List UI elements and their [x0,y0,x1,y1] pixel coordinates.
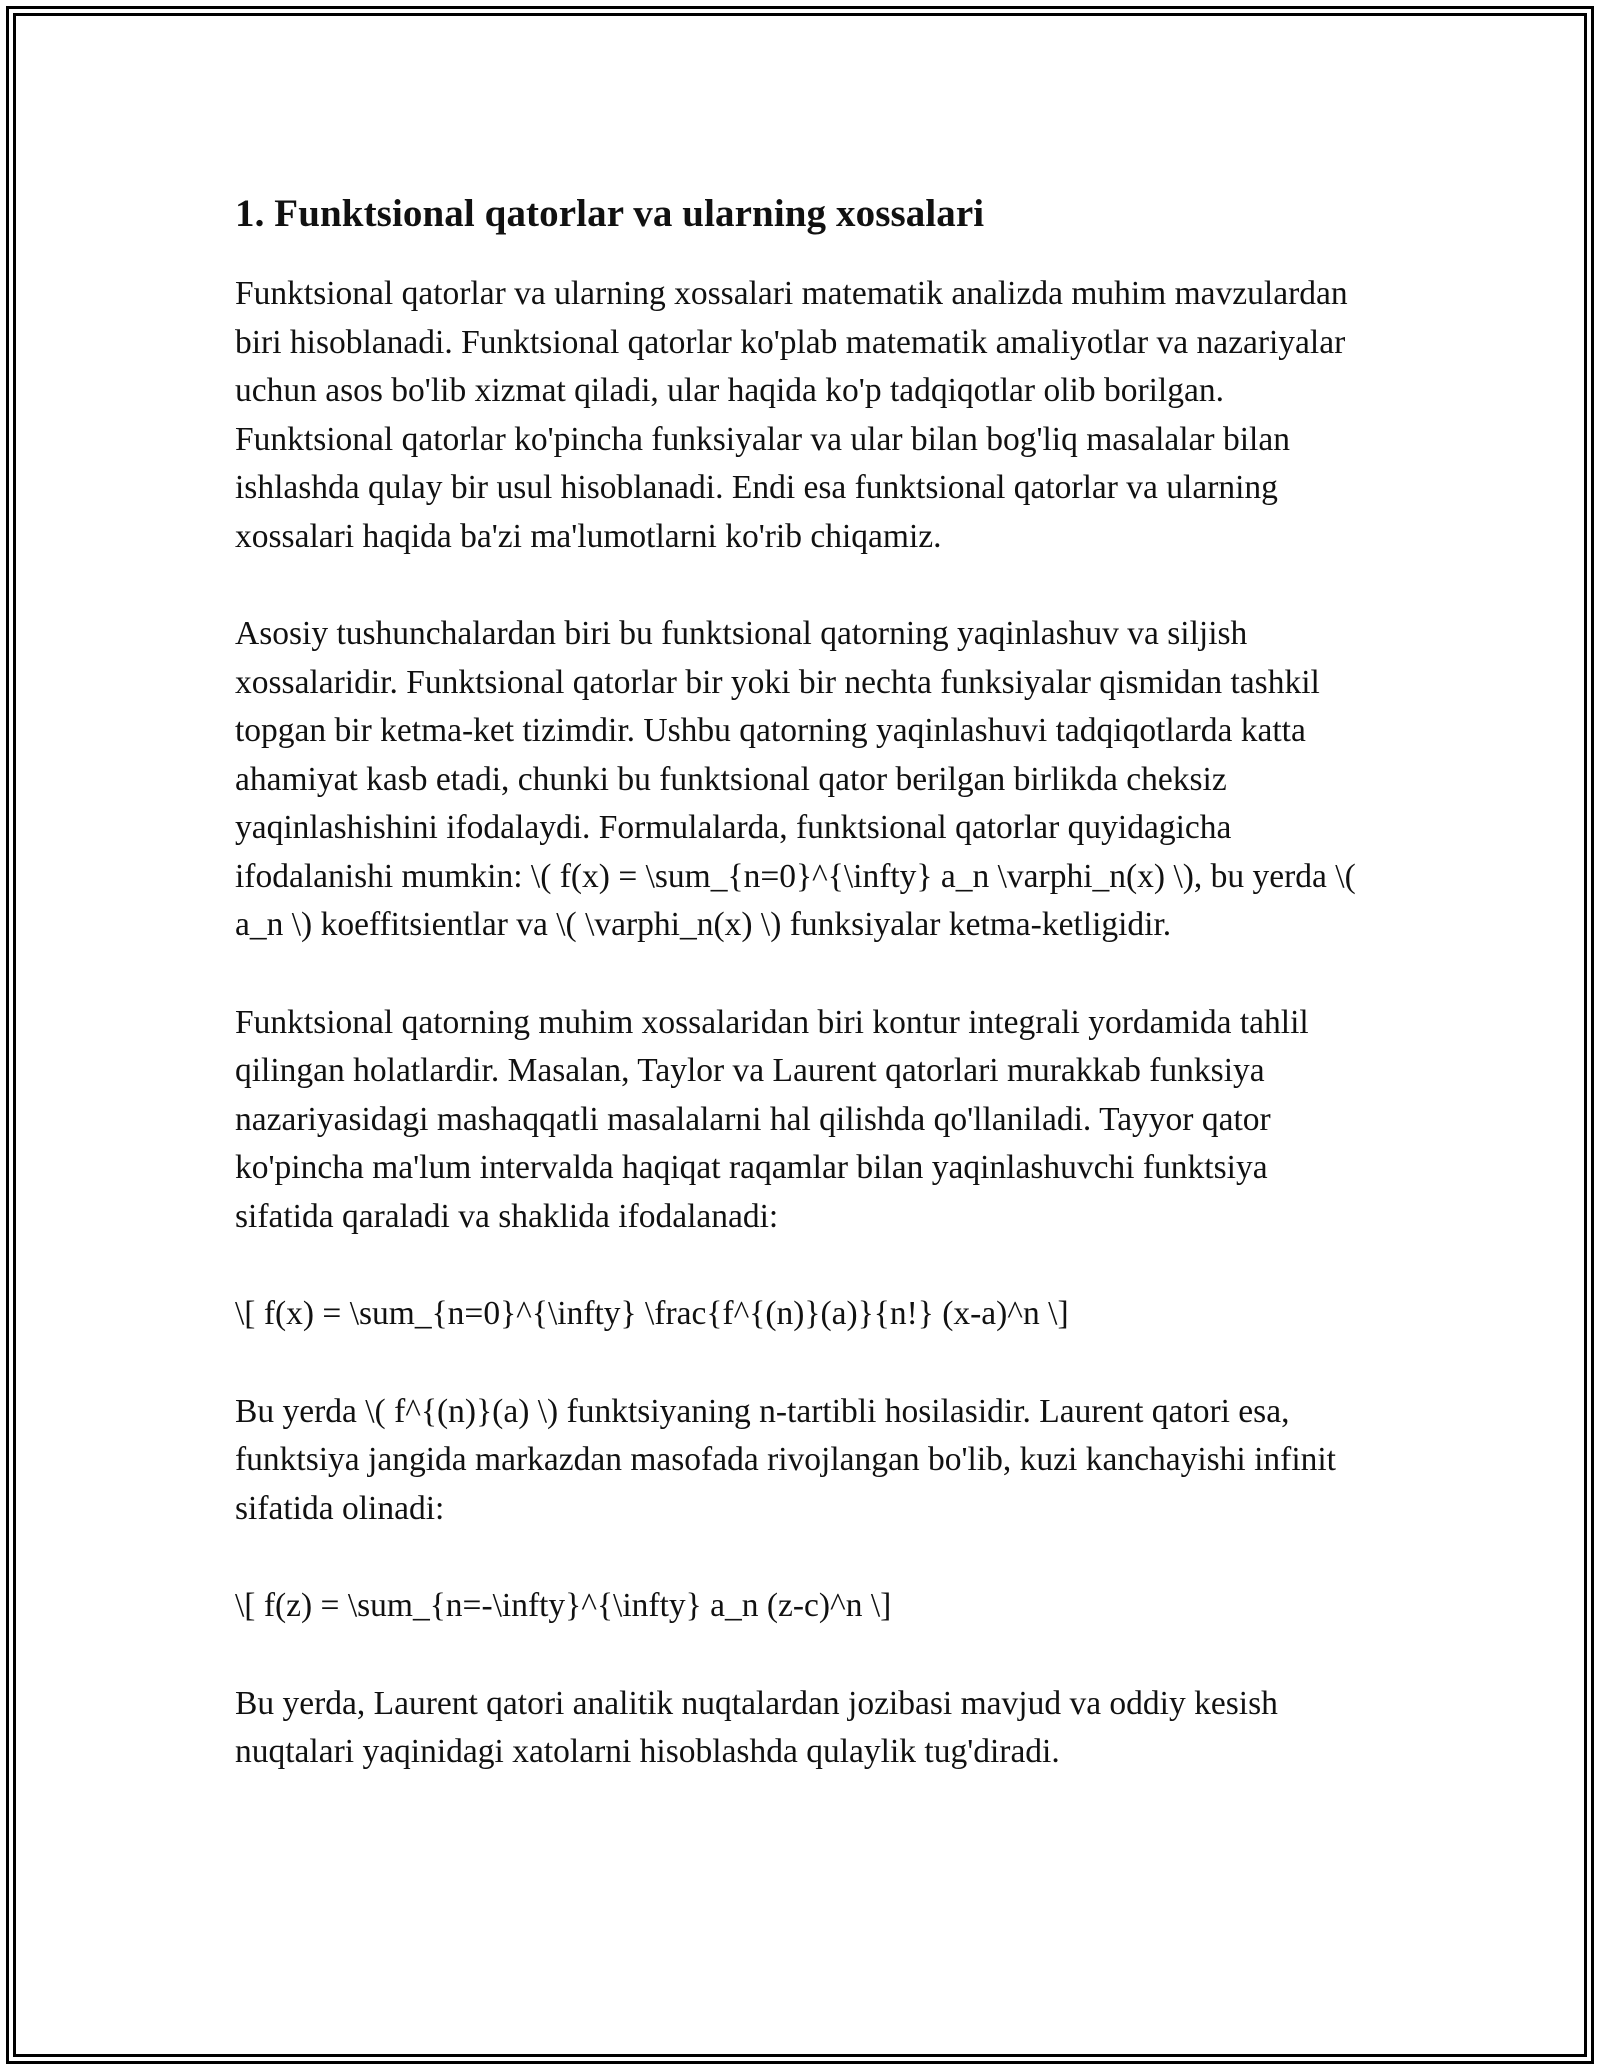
formula-laurent: \[ f(z) = \sum_{n=-\infty}^{\infty} a_n (z-c)^n \] [235,1587,892,1624]
section-heading: 1. Funktsional qatorlar va ularning xossalari [235,192,985,235]
formula-taylor: \[ f(x) = \sum_{n=0}^{\infty} \frac{f^{(n)}(a)}{n!} (x-a)^n \] [235,1295,1069,1332]
paragraph-convergence: Asosiy tushunchalardan biri bu funktsional qatorning yaqinlashuv va siljish xossalaridir. Funktsional qatorlar bir yoki bir nechta funksiyalar qismidan tashkil topgan bir ketma-ket tizimdir. Ushbu qatorning yaqinlashuvi tadqiqotlarda katta ahamiyat kasb etadi, chunki bu funktsional qator berilgan birlikda cheksiz yaqinlashishini ifodalaydi. Formulalarda, funktsional qatorlar quyidagicha ifodalanishi mumkin: \( f(x) = \sum_{n=0}^{\infty} a_n \varphi_n(x) \), bu yerda \( a_n \) koeffitsientlar va \( \varphi_n(x) \) funksiyalar ketma-ketligidir. [235,615,1356,943]
paragraph-derivative: Bu yerda \( f^{(n)}(a) \) funktsiyaning n-tartibli hosilasidir. Laurent qatori esa, funktsiya jangida markazdan masofada rivojlangan bo'lib, kuzi kanchayishi infinit sifatida olinadi: [235,1392,1336,1527]
document-body [235,188,1365,1826]
paragraph-taylor-laurent: Funktsional qatorning muhim xossalaridan biri kontur integrali yordamida tahlil qilingan holatlardir. Masalan, Taylor va Laurent qatorlari murakkab funksiya nazariyasidagi mashaqqatli masalalarni hal qilishda qo'llaniladi. Tayyor qator ko'pincha ma'lum intervalda haqiqat raqamlar bilan yaqinlashuvchi funktsiya sifatida qaraladi va shaklida ifodalanadi: [235,1003,1309,1235]
paragraph-conclusion: Bu yerda, Laurent qatori analitik nuqtalardan jozibasi mavjud va oddiy kesish nuqtalari yaqinidagi xatolarni hisoblashda qulaylik tug'diradi. [235,1684,1278,1770]
paragraph-intro: Funktsional qatorlar va ularning xossalari matematik analizda muhim mavzulardan biri hisoblanadi. Funktsional qatorlar ko'plab matematik amaliyotlar va nazariyalar uchun asos bo'lib xizmat qiladi, ular haqida ko'p tadqiqotlar olib borilgan. Funktsional qatorlar ko'pincha funksiyalar va ular bilan bog'liq masalalar bilan ishlashda qulay bir usul hisoblanadi. Endi esa funktsional qatorlar va ularning xossalari haqida ba'zi ma'lumotlarni ko'rib chiqamiz. [235,275,1348,555]
